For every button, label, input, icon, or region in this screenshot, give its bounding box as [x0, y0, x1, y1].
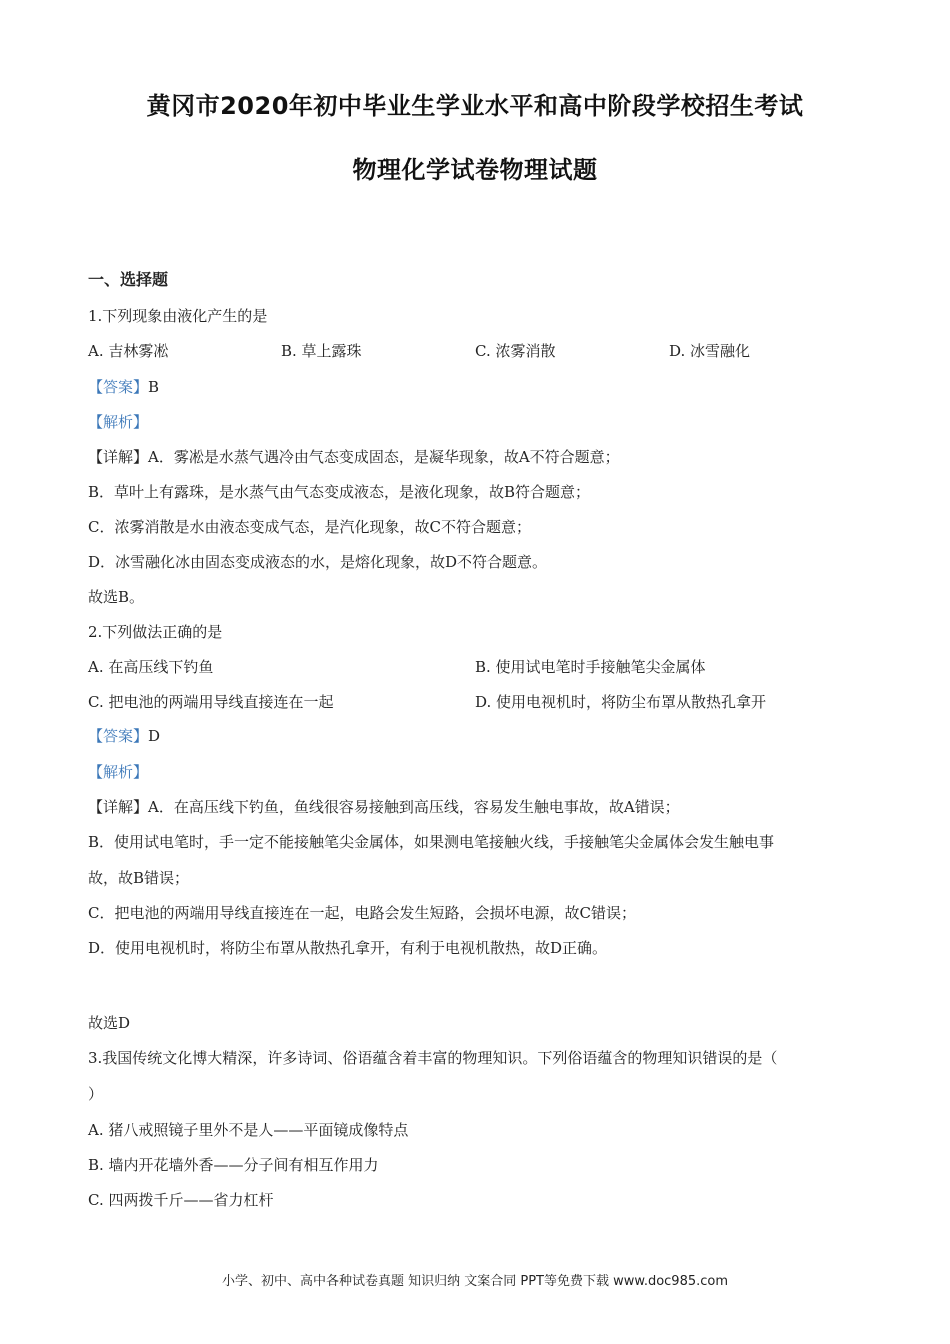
q2-option-c: C. 把电池的两端用导线直接连在一起: [88, 693, 334, 711]
q1-option-c: C. 浓雾消散: [475, 342, 556, 360]
q2-detail-c: C．把电池的两端用导线直接连在一起，电路会发生短路，会损坏电源，故C错误；: [88, 904, 636, 922]
q1-detail-a: 【详解】A．雾凇是水蒸气遇冷由气态变成固态，是凝华现象，故A不符合题意；: [88, 448, 620, 466]
q2-analysis-label: 【解析】: [88, 763, 149, 781]
q1-option-a: A. 吉林雾凇: [88, 342, 169, 360]
q2-conclusion: 故选D: [88, 1014, 131, 1032]
section-heading: 一、选择题: [88, 270, 169, 289]
q1-detail-b: B．草叶上有露珠，是水蒸气由气态变成液态，是液化现象，故B符合题意；: [88, 483, 591, 501]
page-title: 黄冈市2020年初中毕业生学业水平和高中阶段学校招生考试: [146, 92, 804, 120]
q3-option-c: C. 四两拨千斤——省力杠杆: [88, 1191, 274, 1209]
q2-detail-b: B．使用试电笔时，手一定不能接触笔尖金属体，如果测电笔接触火线，手接触笔尖金属体会发生触电事: [88, 833, 775, 851]
q1-answer: [88, 377, 159, 397]
page-subtitle: 物理化学试卷物理试题: [352, 156, 598, 184]
detail-label: 【详解】: [88, 448, 149, 466]
q2-option-b: B. 使用试电笔时手接触笔尖金属体: [475, 658, 706, 676]
page-footer: 小学、初中、高中各种试卷真题 知识归纳 文案合同 PPT等免费下载 www.doc985.com: [221, 1274, 729, 1289]
q3-option-b: B. 墙内开花墙外香——分子间有相互作用力: [88, 1156, 379, 1174]
q2-detail-b-cont: 故，故B错误；: [88, 869, 190, 887]
q1-stem: 1.下列现象由液化产生的是: [88, 307, 268, 325]
q3-stem-cont: ）: [88, 1085, 104, 1103]
q1-conclusion: 故选B。: [88, 588, 145, 606]
q2-option-d: D. 使用电视机时，将防尘布罩从散热孔拿开: [475, 693, 767, 711]
answer-value: B: [148, 378, 160, 396]
q2-detail-d: D．使用电视机时，将防尘布罩从散热孔拿开，有利于电视机散热，故D正确。: [88, 939, 608, 957]
q2-detail-a: 【详解】A．在高压线下钓鱼，鱼线很容易接触到高压线，容易发生触电事故，故A错误；: [88, 798, 680, 816]
q2-stem: 2.下列做法正确的是: [88, 623, 223, 641]
q1-analysis-label: 【解析】: [88, 413, 149, 431]
q1-detail-d: D．冰雪融化冰由固态变成液态的水，是熔化现象，故D不符合题意。: [88, 553, 548, 571]
answer-label: 【答案】: [88, 378, 149, 396]
q2-answer: [88, 726, 160, 746]
q1-detail-c: C．浓雾消散是水由液态变成气态，是汽化现象，故C不符合题意；: [88, 518, 531, 536]
detail-label: 【详解】: [88, 798, 149, 816]
answer-label: 【答案】: [88, 727, 149, 745]
q3-stem: 3.我国传统文化博大精深，许多诗词、俗语蕴含着丰富的物理知识。下列俗语蕴含的物理知识错误的是（: [88, 1049, 778, 1067]
answer-value: D: [148, 727, 161, 745]
q1-option-d: D. 冰雪融化: [669, 342, 751, 360]
q1-option-b: B. 草上露珠: [281, 342, 362, 360]
q2-option-a: A. 在高压线下钓鱼: [88, 658, 214, 676]
q3-option-a: A. 猪八戒照镜子里外不是人——平面镜成像特点: [88, 1121, 409, 1139]
